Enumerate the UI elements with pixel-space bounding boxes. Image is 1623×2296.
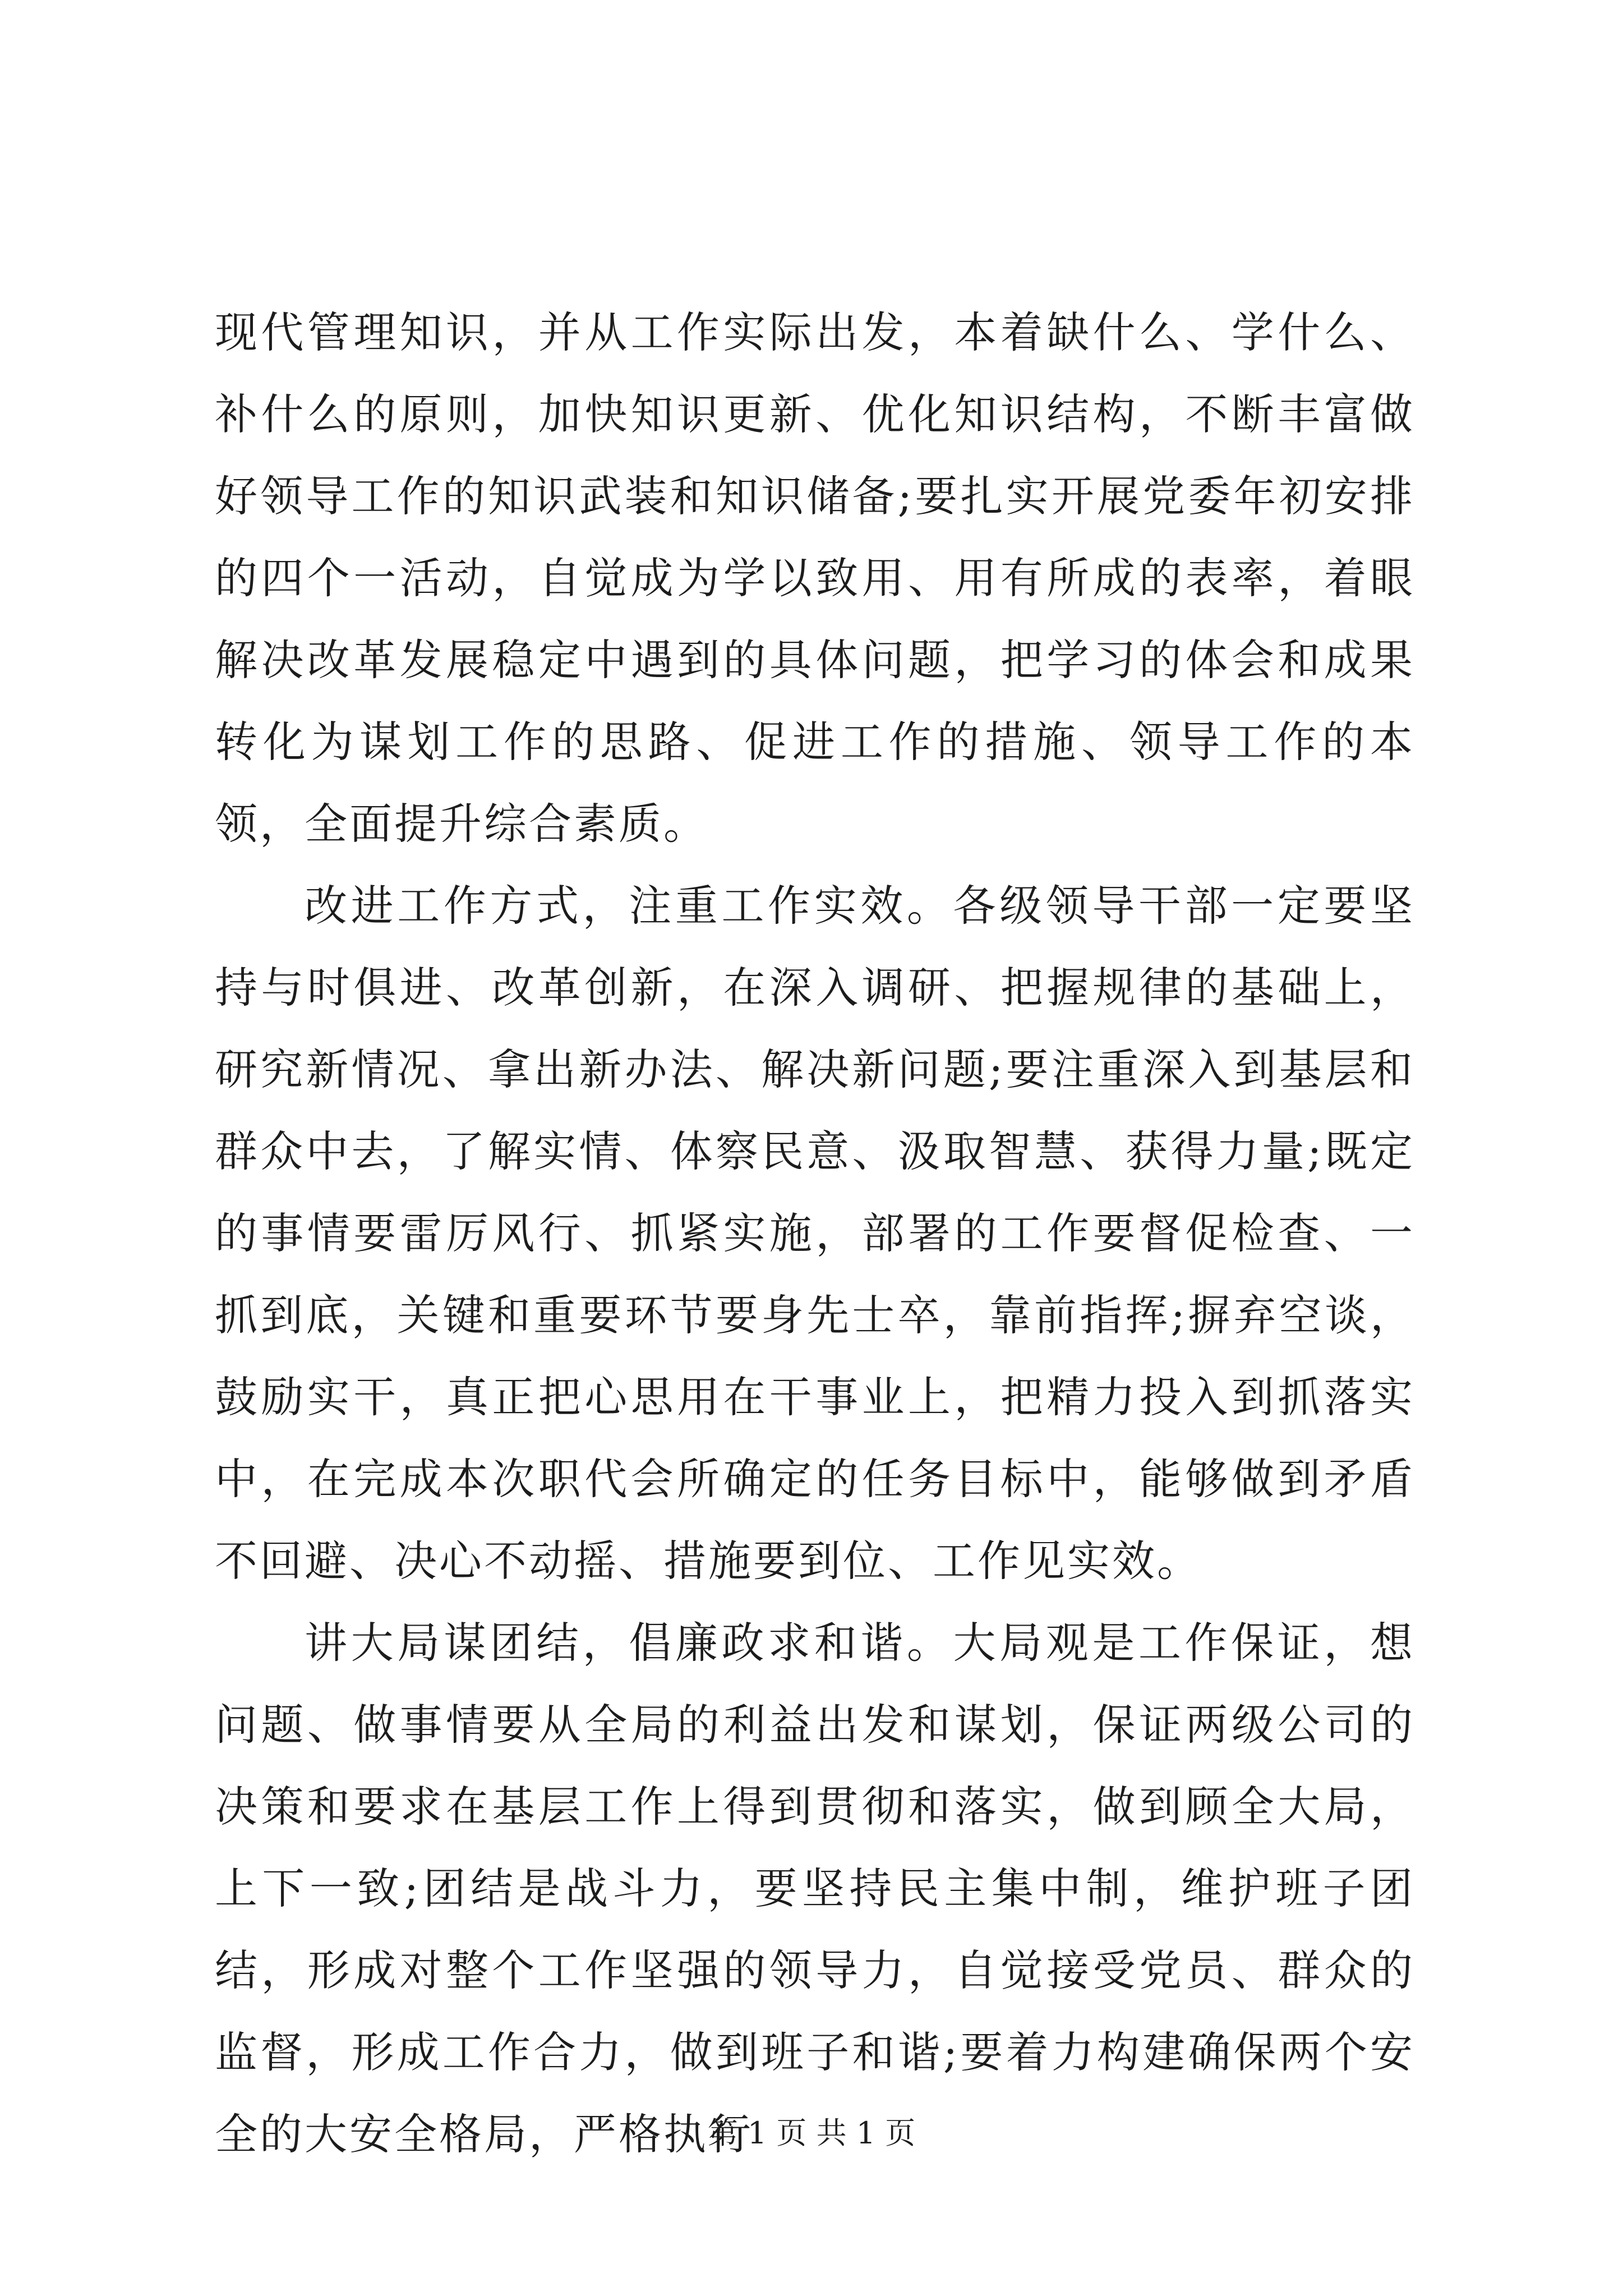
body-text (215, 292, 1415, 2175)
paragraph-continued: 现代管理知识，并从工作实际出发，本着缺什么、学什么、补什么的原则，加快知识更新、优化知识结构，不断丰富做好领导工作的知识武装和知识储备;要扎实开展党委年初安排的四个一活动，自觉成为学以致用、用有所成的表率，着眼解决改革发展稳定中遇到的具体问题，把学习的体会和成果转化为谋划工作的思路、促进工作的措施、领导工作的本领，全面提升综合素质。 (215, 307, 1415, 849)
page-number-footer: 第 1 页 共 1 页 (707, 2115, 916, 2151)
paragraph-work-style: 改进工作方式，注重工作实效。各级领导干部一定要坚持与时俱进、改革创新，在深入调研、把握规律的基础上，研究新情况、拿出新办法、解决新问题;要注重深入到基层和群众中去，了解实情、体察民意、汲取智慧、获得力量;既定的事情要雷厉风行、抓紧实施，部署的工作要督促检查、一抓到底，关键和重要环节要身先士卒，靠前指挥;摒弃空谈，鼓励实干，真正把心思用在干事业上，把精力投入到抓落实中，在完成本次职代会所确定的任务目标中，能够做到矛盾不回避、决心不动摇、措施要到位、工作见实效。 (215, 881, 1415, 1586)
paragraph-unity-integrity: 讲大局谋团结，倡廉政求和谐。大局观是工作保证，想问题、做事情要从全局的利益出发和谋划，保证两级公司的决策和要求在基层工作上得到贯彻和落实，做到顾全大局，上下一致;团结是战斗力，要坚持民主集中制，维护班子团结，形成对整个工作坚强的领导力，自觉接受党员、群众的监督，形成工作合力，做到班子和谐;要着力构建确保两个安全的大安全格局，严格执行 (215, 1618, 1415, 2159)
